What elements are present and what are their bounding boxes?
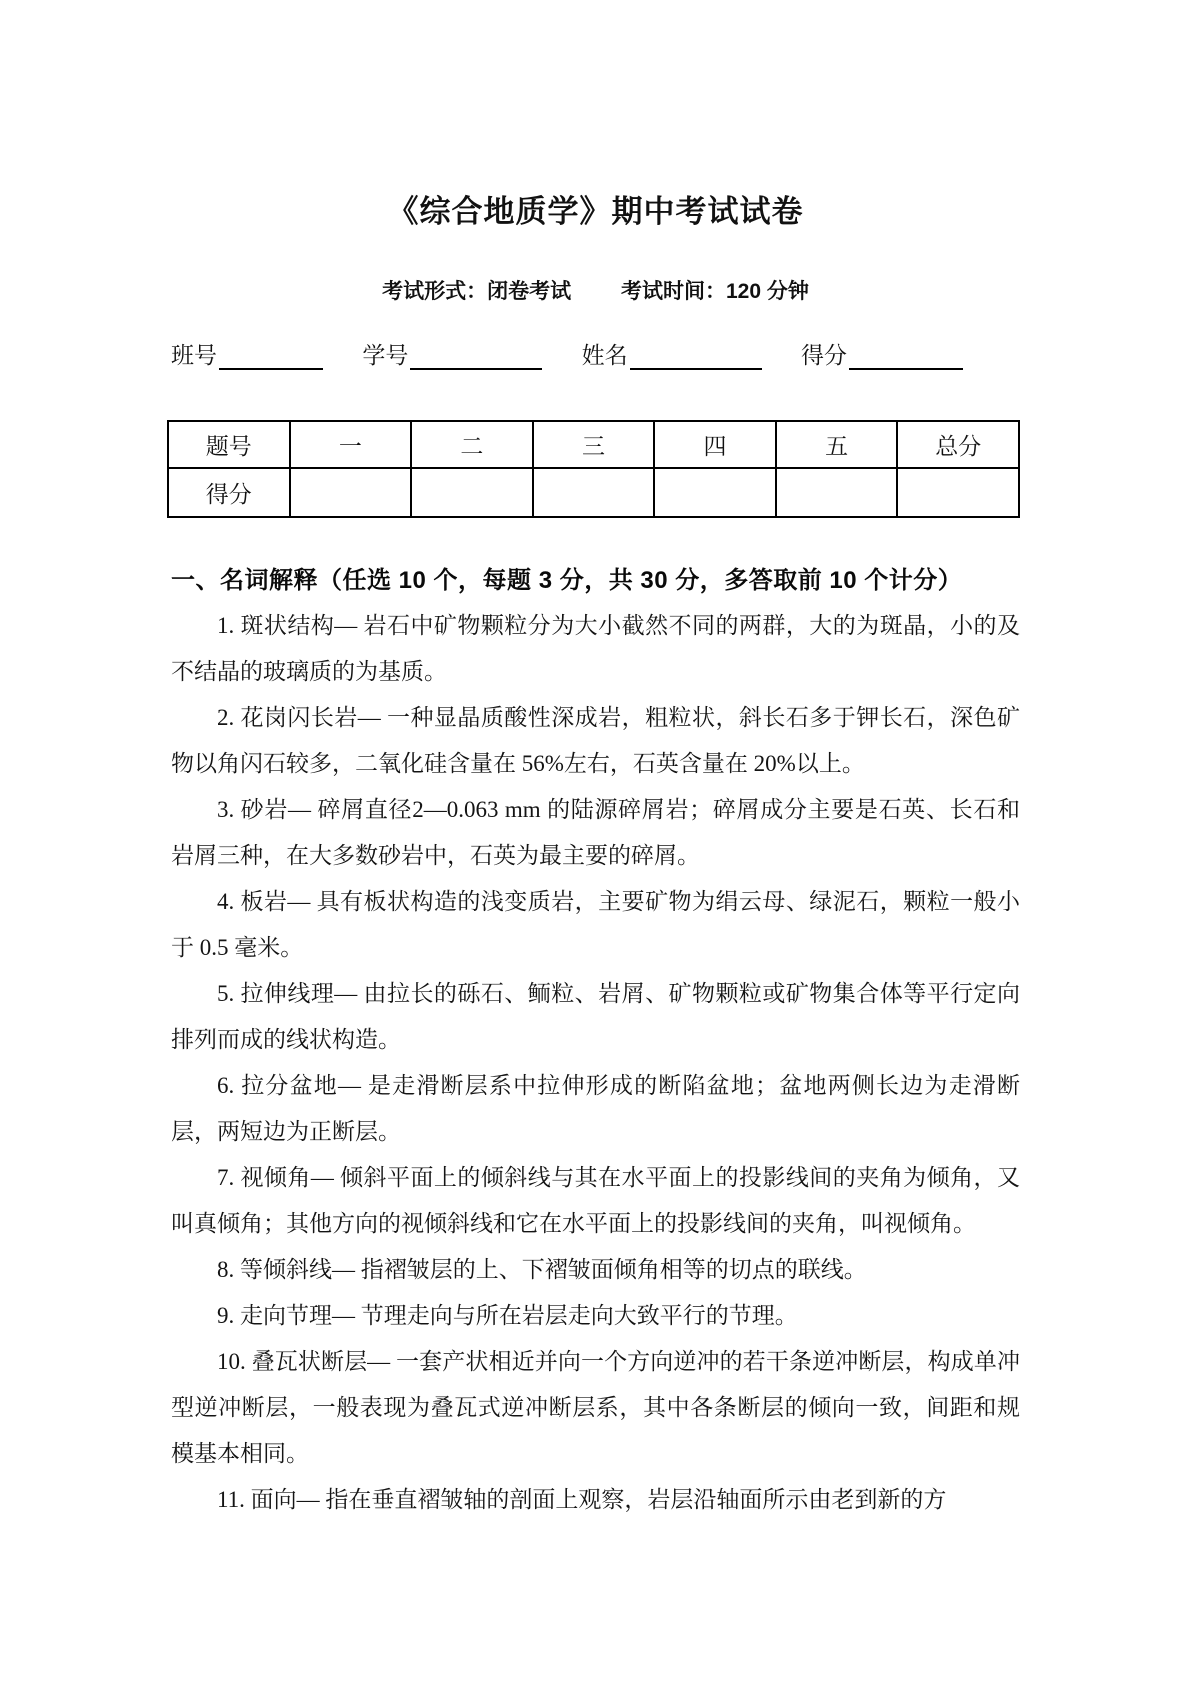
score-cell-1 (290, 468, 412, 517)
question-number-header: 题号 (168, 421, 290, 468)
student-id-blank (410, 342, 542, 370)
score-table-score-row (168, 468, 1019, 517)
exam-meta-line (171, 275, 1020, 305)
score-table-col-2: 二 (411, 421, 533, 468)
student-id-label: 学号 (362, 343, 409, 368)
score-cell-4 (654, 468, 776, 517)
score-table-col-1: 一 (290, 421, 412, 468)
definition-item-2: 2. 花岗闪长岩— 一种显晶质酸性深成岩，粗粒状，斜长石多于钾长石，深色矿物以角闪石较多，二氧化硅含量在 56%左右，石英含量在 20%以上。 (171, 705, 1020, 776)
exam-time-label: 考试时间：120 分钟 (620, 280, 809, 303)
definition-item-7: 7. 视倾角— 倾斜平面上的倾斜线与其在水平面上的投影线间的夹角为倾角，又叫真倾角；其他方向的视倾斜线和它在水平面上的投影线间的夹角，叫视倾角。 (171, 1165, 1020, 1236)
class-number-field (171, 337, 323, 370)
class-number-blank (219, 342, 323, 370)
score-cell-5 (776, 468, 898, 517)
student-name-label: 姓名 (581, 343, 628, 368)
definition-item-3: 3. 砂岩— 碎屑直径2—0.063 mm 的陆源碎屑岩；碎屑成分主要是石英、长石和岩屑三种，在大多数砂岩中，石英为最主要的碎屑。 (171, 797, 1020, 868)
definition-item-8: 8. 等倾斜线— 指褶皱层的上、下褶皱面倾角相等的切点的联线。 (217, 1257, 867, 1282)
student-id-field (362, 337, 542, 370)
score-table-col-total: 总分 (897, 421, 1019, 468)
score-table-header-row (168, 421, 1019, 468)
score-table-col-5: 五 (776, 421, 898, 468)
score-cell-2 (411, 468, 533, 517)
definition-item-11: 11. 面向— 指在垂直褶皱轴的剖面上观察，岩层沿轴面所示由老到新的方 (217, 1487, 947, 1512)
score-table (167, 420, 1020, 518)
section1-heading: 一、名词解释（任选 10 个，每题 3 分，共 30 分，多答取前 10 个计分） (171, 567, 963, 594)
definition-item-9: 9. 走向节理— 节理走向与所在岩层走向大致平行的节理。 (217, 1303, 798, 1328)
definition-item-1: 1. 斑状结构— 岩石中矿物颗粒分为大小截然不同的两群，大的为斑晶，小的及不结晶的玻璃质的为基质。 (171, 613, 1020, 684)
score-table-col-3: 三 (533, 421, 655, 468)
page-title: 《综合地质学》期中考试试卷 (387, 194, 804, 229)
score-table-col-4: 四 (654, 421, 776, 468)
student-info-row (171, 337, 963, 370)
definition-item-6: 6. 拉分盆地— 是走滑断层系中拉伸形成的断陷盆地；盆地两侧长边为走滑断层，两短边为正断层。 (171, 1073, 1020, 1144)
student-name-blank (630, 342, 762, 370)
score-cell-total (897, 468, 1019, 517)
total-score-field (801, 337, 963, 370)
student-name-field (582, 337, 762, 370)
total-score-label: 得分 (800, 343, 847, 368)
score-row-label: 得分 (168, 468, 290, 517)
score-cell-3 (533, 468, 655, 517)
definition-item-10: 10. 叠瓦状断层— 一套产状相近并向一个方向逆冲的若干条逆冲断层，构成单冲型逆冲断层，一般表现为叠瓦式逆冲断层系，其中各条断层的倾向一致，间距和规模基本相同。 (171, 1349, 1020, 1466)
total-score-blank (849, 342, 963, 370)
exam-form-label: 考试形式：闭卷考试 (382, 280, 572, 303)
definition-item-4: 4. 板岩— 具有板状构造的浅变质岩，主要矿物为绢云母、绿泥石，颗粒一般小于 0.5 毫米。 (171, 889, 1020, 960)
definition-item-5: 5. 拉伸线理— 由拉长的砾石、鲕粒、岩屑、矿物颗粒或矿物集合体等平行定向排列而成的线状构造。 (171, 981, 1020, 1052)
class-number-label: 班号 (171, 343, 217, 368)
